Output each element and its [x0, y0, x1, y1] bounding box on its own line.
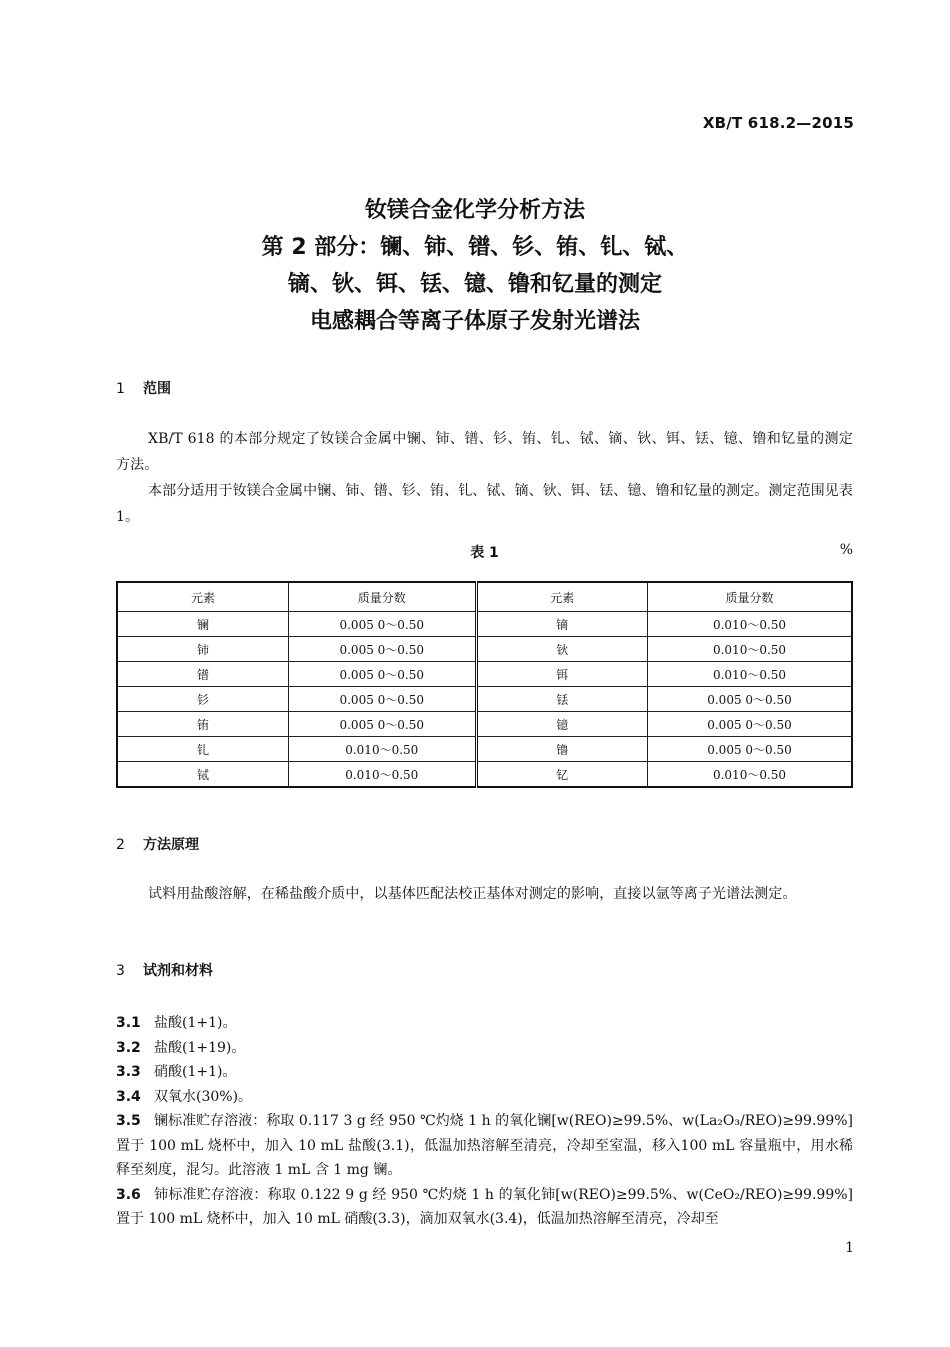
item-number: 3.4 [116, 1088, 141, 1105]
page-number: 1 [845, 1240, 854, 1256]
table-cell: 铈 [117, 637, 289, 662]
table-cell: 铒 [476, 662, 648, 687]
list-item [116, 1011, 853, 1036]
table-caption [116, 542, 853, 562]
list-item [116, 1060, 853, 1085]
table-title: 表 1 [470, 545, 499, 561]
title-line: 钕镁合金化学分析方法 [364, 198, 585, 223]
item-number: 3.5 [116, 1113, 141, 1129]
table-cell: 镨 [117, 662, 289, 687]
section-title: 试剂和材料 [143, 963, 213, 979]
list-item [116, 1183, 853, 1232]
section-number: 1 [116, 381, 125, 397]
table-cell: 镝 [476, 612, 648, 637]
item-text: 镧标准贮存溶液：称取 0.117 3 g 经 950 ℃灼烧 1 h 的氧化镧[w(REO)≥99.5%、w(La₂O₃/REO)≥99.99%]置于 100 mL 烧杯中，加入 10 mL 盐酸(3.1)，低温加热溶解至清亮，冷却至室温，移入100 mL 容量瓶中，用水稀释至刻度，混匀。此溶液 1 mL 含 1 mg 镧。 [116, 1113, 853, 1178]
title-line: 电感耦合等离子体原子发射光谱法 [309, 309, 640, 334]
section-2-heading [116, 834, 199, 854]
item-text: 硝酸(1+1)。 [154, 1064, 237, 1080]
section-number: 3 [116, 963, 125, 979]
table-cell: 0.005 0～0.50 [648, 687, 852, 712]
document-title [0, 192, 950, 340]
range-table [116, 581, 853, 788]
table-header-row [117, 582, 852, 612]
item-text: 双氧水(30%)。 [154, 1088, 253, 1105]
item-text: 盐酸(1+1)。 [154, 1015, 237, 1031]
header-cell: 元素 [476, 582, 648, 612]
table-cell: 铥 [476, 687, 648, 712]
header-cell: 质量分数 [648, 582, 852, 612]
list-item [116, 1085, 853, 1110]
table-cell: 0.005 0～0.50 [289, 712, 477, 737]
list-item [116, 1036, 853, 1061]
table-cell: 0.010～0.50 [648, 762, 852, 788]
table-cell: 0.010～0.50 [648, 662, 852, 687]
table-row [117, 737, 852, 762]
item-number: 3.6 [116, 1186, 141, 1203]
table-cell: 0.005 0～0.50 [648, 712, 852, 737]
table-cell: 0.005 0～0.50 [648, 737, 852, 762]
table-cell: 镱 [476, 712, 648, 737]
item-number: 3.3 [116, 1064, 141, 1080]
table-cell: 0.005 0～0.50 [289, 612, 477, 637]
section-3-heading [116, 960, 213, 980]
table-cell: 0.010～0.50 [289, 737, 477, 762]
table-cell: 钐 [117, 687, 289, 712]
section-2-paragraph: 试料用盐酸溶解，在稀盐酸介质中，以基体匹配法校正基体对测定的影响，直接以氩等离子光谱法测定。 [148, 886, 797, 902]
header-cell: 元素 [117, 582, 289, 612]
item-number: 3.1 [116, 1015, 141, 1031]
table-row [117, 637, 852, 662]
reagent-list [116, 1011, 853, 1232]
table-cell: 镥 [476, 737, 648, 762]
item-text: 铈标准贮存溶液：称取 0.122 9 g 经 950 ℃灼烧 1 h 的氧化铈[w(REO)≥99.5%、w(CeO₂/REO)≥99.99%]置于 100 mL 烧杯中，加入 10 mL 硝酸(3.3)，滴加双氧水(3.4)，低温加热溶解至清亮，冷却至 [116, 1186, 853, 1227]
section-1-paragraph-1: XB/T 618 的本部分规定了钕镁合金属中镧、铈、镨、钐、铕、钆、铽、镝、钬、铒、铥、镱、镥和钇量的测定方法。 [116, 431, 853, 473]
table-row [117, 762, 852, 788]
section-title: 方法原理 [143, 837, 199, 853]
table-row [117, 687, 852, 712]
table-cell: 钆 [117, 737, 289, 762]
table-row [117, 612, 852, 637]
table-cell: 0.010～0.50 [648, 637, 852, 662]
title-line: 镝、钬、铒、铥、镱、镥和钇量的测定 [287, 272, 662, 297]
table-unit: % [839, 542, 853, 558]
table-row [117, 662, 852, 687]
table-cell: 0.005 0～0.50 [289, 637, 477, 662]
list-item [116, 1109, 853, 1183]
table-cell: 铕 [117, 712, 289, 737]
section-1-heading [116, 378, 171, 398]
table-cell: 钬 [476, 637, 648, 662]
header-cell: 质量分数 [289, 582, 477, 612]
table-row [117, 712, 852, 737]
table-cell: 铽 [117, 762, 289, 788]
table-cell: 钇 [476, 762, 648, 788]
table-cell: 0.005 0～0.50 [289, 687, 477, 712]
item-number: 3.2 [116, 1039, 141, 1056]
item-text: 盐酸(1+19)。 [154, 1039, 246, 1056]
table-cell: 0.010～0.50 [648, 612, 852, 637]
title-line: 第 2 部分：镧、铈、镨、钐、铕、钆、铽、 [261, 235, 689, 260]
table-cell: 0.010～0.50 [289, 762, 477, 788]
section-1-paragraph-2: 本部分适用于钕镁合金属中镧、铈、镨、钐、铕、钆、铽、镝、钬、铒、铥、镱、镥和钇量的测定。测定范围见表 1。 [116, 483, 853, 525]
table-cell: 镧 [117, 612, 289, 637]
section-number: 2 [116, 837, 125, 853]
table-cell: 0.005 0～0.50 [289, 662, 477, 687]
standard-code: XB/T 618.2—2015 [702, 114, 854, 132]
section-title: 范围 [143, 381, 171, 397]
